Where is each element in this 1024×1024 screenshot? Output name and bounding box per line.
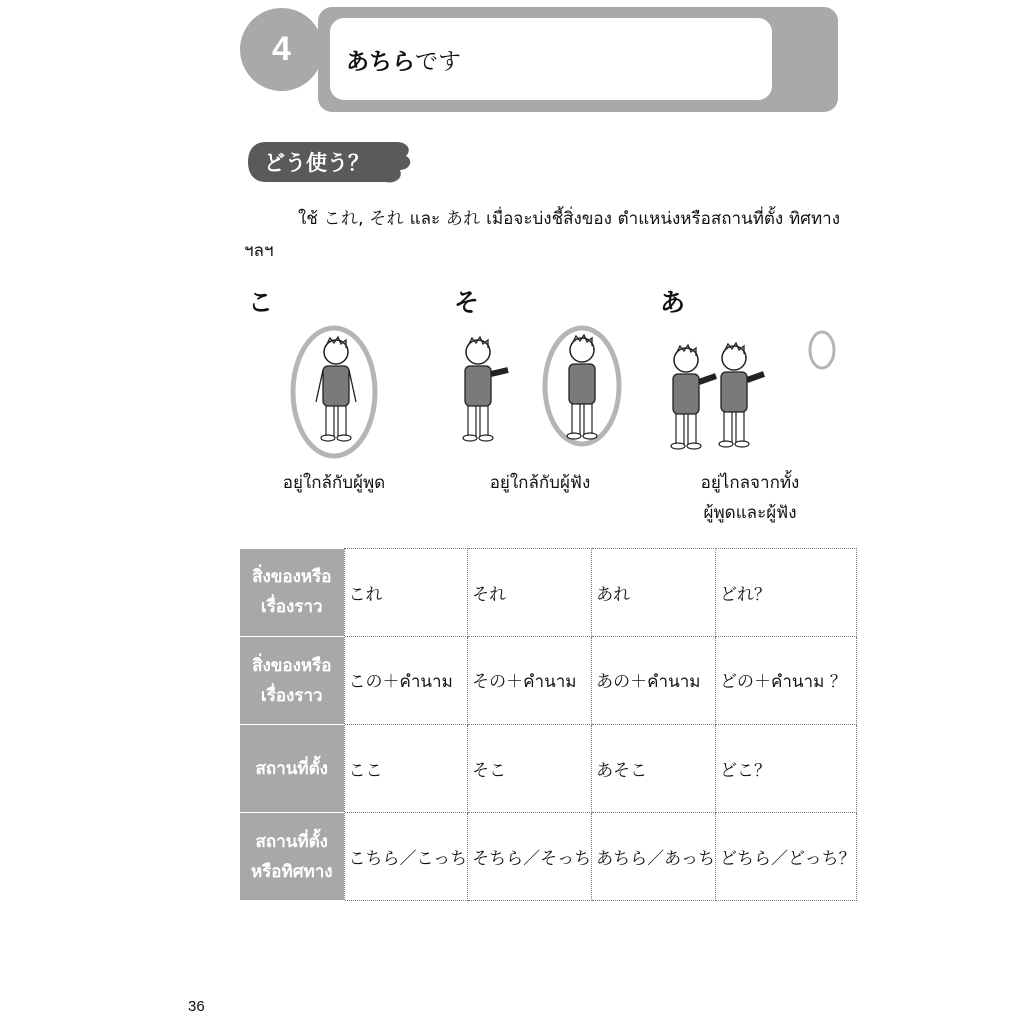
table-row bbox=[240, 549, 856, 637]
caption-far-line2: ผู้พูดและผู้ฟัง bbox=[703, 503, 797, 523]
table-cell: この＋คำนาม bbox=[344, 637, 468, 725]
table-cell: どちら／どっち？ bbox=[716, 813, 857, 901]
intro-paragraph: ใช้ これ, それ และ あれ เมื่อจะบ่งชี้สิ่งของ ตำแหน่งหรือสถานที่ตั้ง ทิศทาง ฯลฯ bbox=[244, 209, 840, 261]
demonstrative-table bbox=[240, 548, 857, 901]
lesson-number: 4 bbox=[240, 8, 323, 91]
table-cell: こちら／こっち bbox=[344, 813, 468, 901]
row-header-line1: สถานที่ตั้ง bbox=[255, 758, 328, 779]
row-header-line1: สถานที่ตั้ง bbox=[255, 831, 328, 852]
lesson-title-rest: です bbox=[415, 48, 461, 75]
table-cell: どの＋คำนาม ？ bbox=[716, 637, 857, 725]
table-cell: あの＋คำนาม bbox=[592, 637, 716, 725]
row-header-line2: เรื่องราว bbox=[260, 685, 323, 706]
heading-a: あ bbox=[660, 288, 686, 317]
speaker-figure-3 bbox=[671, 345, 716, 449]
caption-far bbox=[670, 468, 830, 528]
heading-ko: こ bbox=[248, 288, 274, 317]
row-header bbox=[240, 813, 344, 901]
row-header-line2: หรือทิศทาง bbox=[250, 861, 333, 882]
table-cell: それ bbox=[468, 549, 592, 637]
illustration-figures bbox=[0, 0, 1024, 470]
table-cell: その＋คำนาม bbox=[468, 637, 592, 725]
table-cell: あちら／あっち bbox=[592, 813, 716, 901]
row-header-line1: สิ่งของหรือ bbox=[252, 567, 332, 588]
table-cell: ここ bbox=[344, 725, 468, 813]
row-header-line1: สิ่งของหรือ bbox=[252, 655, 332, 676]
table-cell: そちら／そっち bbox=[468, 813, 592, 901]
row-header bbox=[240, 549, 344, 637]
table-cell: あれ bbox=[592, 549, 716, 637]
row-header bbox=[240, 637, 344, 725]
lesson-title-bold: あちら bbox=[346, 48, 415, 75]
table-cell: あそこ bbox=[592, 725, 716, 813]
caption-near-listener: อยู่ใกล้กับผู้ฟัง bbox=[489, 473, 591, 493]
row-header bbox=[240, 725, 344, 813]
caption-far-line1: อยู่ไกลจากทั้ง bbox=[700, 473, 800, 493]
table-row bbox=[240, 813, 856, 901]
speaker-figure-2 bbox=[463, 337, 508, 441]
speaker-figure-1 bbox=[316, 337, 356, 441]
caption-near-speaker: อยู่ใกล้กับผู้พูด bbox=[282, 473, 386, 493]
heading-so: そ bbox=[454, 288, 480, 317]
section-badge-label: どう使う？ bbox=[264, 151, 369, 175]
row-header-line2: เรื่องราว bbox=[260, 597, 323, 618]
listener-figure-2 bbox=[719, 343, 764, 447]
table-cell: どこ？ bbox=[716, 725, 857, 813]
table-cell: そこ bbox=[468, 725, 592, 813]
listener-figure bbox=[567, 335, 597, 439]
table-cell: どれ？ bbox=[716, 549, 857, 637]
far-circle bbox=[810, 332, 834, 368]
page-number: 36 bbox=[188, 998, 205, 1015]
table-row bbox=[240, 637, 856, 725]
table-cell: これ bbox=[344, 549, 468, 637]
table-row bbox=[240, 725, 856, 813]
